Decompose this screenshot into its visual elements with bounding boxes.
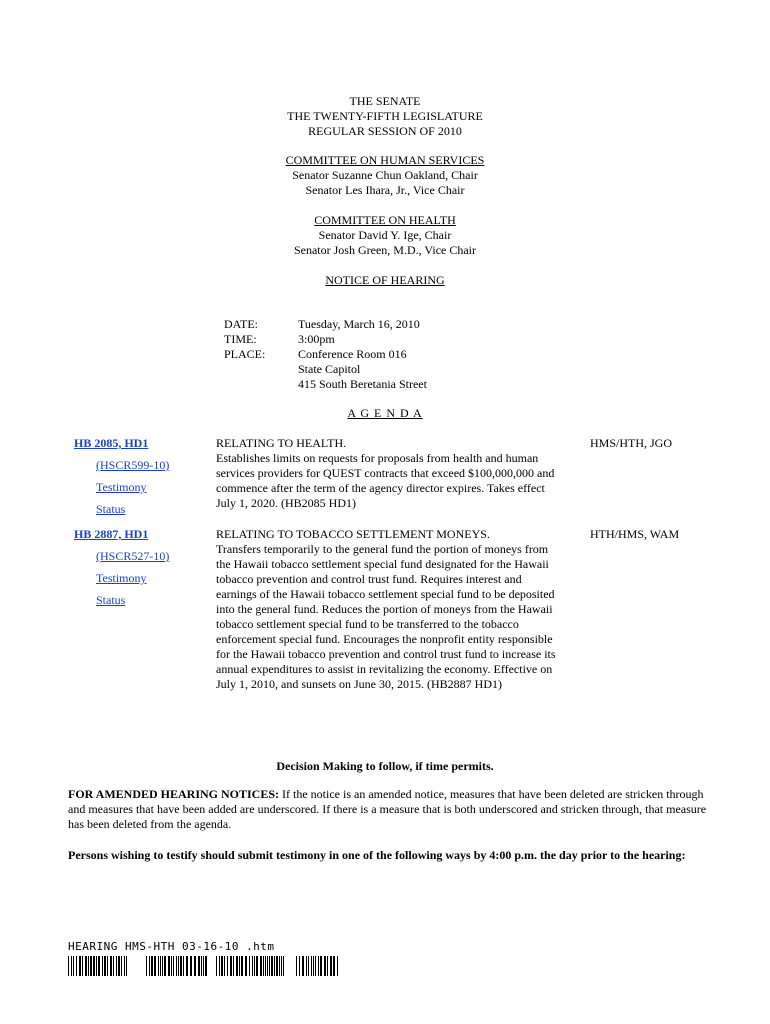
description-line: commence after the term of the agency director expires. Takes effect xyxy=(216,481,545,495)
barcode-bar xyxy=(168,956,170,976)
barcode-bar xyxy=(146,956,147,976)
barcode-bar xyxy=(90,956,92,976)
description-line: Establishes limits on requests for proposals from health and human xyxy=(216,451,539,465)
barcode-bar xyxy=(171,956,172,976)
time-label: TIME: xyxy=(224,332,257,346)
barcode-bar xyxy=(263,956,264,976)
barcode-bar xyxy=(82,956,83,976)
footer-filename: HEARING HMS-HTH 03-16-10 .htm xyxy=(68,940,275,953)
barcode-bar xyxy=(269,956,270,976)
barcode-bar xyxy=(154,956,156,976)
barcode-bar xyxy=(308,956,309,976)
barcode-bar xyxy=(203,956,204,976)
description-line: services providers for QUEST contracts that exceed $100,000,000 and xyxy=(216,466,555,480)
barcode-bar xyxy=(79,956,81,976)
barcode-bar xyxy=(118,956,120,976)
barcode-bar xyxy=(178,956,179,976)
testimony-link[interactable]: Testimony xyxy=(96,480,147,494)
barcode-bar xyxy=(186,956,188,976)
amended-notice-text: If the notice is an amended notice, measures that have been deleted are stricken through and measures that have been added are underscored. If there is a measure that is both underscored and stricken through, that measure has been deleted from the agenda. xyxy=(68,787,707,831)
description-line: the Hawaii tobacco settlement special fund designated for the Hawaii xyxy=(216,557,549,571)
barcode-bar xyxy=(194,956,196,976)
description-line: for the Hawaii tobacco prevention and control trust fund to increase its xyxy=(216,647,556,661)
bill-title: RELATING TO HEALTH. xyxy=(216,436,347,450)
barcode-bar xyxy=(85,956,87,976)
barcode-bar xyxy=(190,956,192,976)
bill-title: RELATING TO TOBACCO SETTLEMENT MONEYS. xyxy=(216,527,490,541)
bill-description xyxy=(216,527,578,692)
barcode-bar xyxy=(274,956,275,976)
barcode-bar xyxy=(230,956,232,976)
barcode-bar xyxy=(176,956,177,976)
barcode-bar xyxy=(93,956,95,976)
description-line: tobacco prevention and control trust fund. Requires interest and xyxy=(216,572,522,586)
testify-instructions: Persons wishing to testify should submit testimony in one of the following ways by 4:00 p.m. the day prior to the hearing: xyxy=(68,848,686,862)
barcode-bar xyxy=(254,956,255,976)
barcode-bar xyxy=(173,956,174,976)
hearing-details xyxy=(224,317,427,392)
referral: HTH/HMS, WAM xyxy=(590,527,680,541)
committee-health xyxy=(0,213,770,258)
barcode-bar xyxy=(113,956,114,976)
committee2-name: COMMITTEE ON HEALTH xyxy=(314,213,456,227)
description-line: earnings of the Hawaii tobacco settlement special fund to be deposited xyxy=(216,587,555,601)
barcode-bar xyxy=(276,956,278,976)
notice-of-hearing xyxy=(0,273,770,288)
barcode-bar xyxy=(219,956,220,976)
bill-links xyxy=(74,527,204,608)
date-row xyxy=(224,317,427,332)
barcode-bar xyxy=(201,956,202,976)
amended-notice-paragraph xyxy=(68,787,708,832)
amended-notice-label: FOR AMENDED HEARING NOTICES: xyxy=(68,787,280,801)
committee1-chair: Senator Suzanne Chun Oakland, Chair xyxy=(292,168,478,182)
barcode-bar xyxy=(318,956,319,976)
barcode-bar xyxy=(162,956,163,976)
notice-title: NOTICE OF HEARING xyxy=(325,273,445,287)
barcode-bar xyxy=(216,956,217,976)
senate-title: THE SENATE xyxy=(349,94,421,108)
bill-description xyxy=(216,436,578,511)
barcode-bar xyxy=(236,956,238,976)
decision-note: Decision Making to follow, if time permits. xyxy=(276,759,494,773)
time-value: 3:00pm xyxy=(298,332,335,346)
barcode-bar xyxy=(279,956,280,976)
barcode-bar xyxy=(221,956,223,976)
place-room: Conference Room 016 xyxy=(298,347,407,361)
description-line: July 1, 2010, and sunsets on June 30, 2015. (HB2887 HD1) xyxy=(216,677,502,691)
barcode-bar xyxy=(330,956,332,976)
time-row xyxy=(224,332,427,347)
barcode-bar xyxy=(198,956,200,976)
barcode-bar xyxy=(249,956,250,976)
bill-link[interactable]: HB 2085, HD1 xyxy=(74,436,149,450)
session-title: REGULAR SESSION OF 2010 xyxy=(308,124,462,138)
barcode-bar xyxy=(149,956,150,976)
barcode-bar xyxy=(104,956,106,976)
barcode-bar xyxy=(180,956,182,976)
agenda-title: A G E N D A xyxy=(347,406,423,420)
place-label: PLACE: xyxy=(224,347,266,361)
committee2-chair: Senator David Y. Ige, Chair xyxy=(318,228,452,242)
committee1-name: COMMITTEE ON HUMAN SERVICES xyxy=(285,153,485,167)
barcode-bar xyxy=(233,956,234,976)
barcode-bar xyxy=(296,956,297,976)
barcode-bar xyxy=(124,956,125,976)
barcode-bar xyxy=(151,956,153,976)
description-line: tobacco settlement special fund to be transferred to the tobacco xyxy=(216,617,519,631)
document-header xyxy=(0,94,770,139)
barcode-bar xyxy=(311,956,312,976)
legislature-title: THE TWENTY-FIFTH LEGISLATURE xyxy=(287,109,483,123)
place-building: State Capitol xyxy=(298,362,361,376)
barcode-bar xyxy=(256,956,258,976)
barcode-bar xyxy=(315,956,316,976)
date-label: DATE: xyxy=(224,317,258,331)
barcode-bar xyxy=(96,956,97,976)
place-row xyxy=(224,347,427,392)
barcode-bar xyxy=(333,956,335,976)
barcode-bar xyxy=(260,956,262,976)
barcode-bar xyxy=(224,956,225,976)
barcode-bar xyxy=(73,956,74,976)
bill-link[interactable]: HB 2887, HD1 xyxy=(74,527,149,541)
barcode-bar xyxy=(126,956,127,976)
barcode-bar xyxy=(299,956,300,976)
status-link[interactable]: Status xyxy=(96,502,126,516)
barcode-bar xyxy=(283,956,284,976)
committee-human-services xyxy=(0,153,770,198)
barcode-bar xyxy=(252,956,253,976)
barcode-bar xyxy=(107,956,108,976)
barcode-bar xyxy=(241,956,243,976)
barcode-bar xyxy=(324,956,326,976)
description-line: Transfers temporarily to the general fund the portion of moneys from xyxy=(216,542,549,556)
status-link[interactable]: Status xyxy=(96,593,126,607)
barcode-bar xyxy=(102,956,103,976)
description-line: July 1, 2020. (HB2085 HD1) xyxy=(216,496,356,510)
barcode-bar xyxy=(245,956,247,976)
testimony-link[interactable]: Testimony xyxy=(96,571,147,585)
committee-report-link[interactable]: (HSCR527-10) xyxy=(96,549,170,563)
barcode-bar xyxy=(76,956,77,976)
barcode-bar xyxy=(164,956,166,976)
barcode-bar xyxy=(160,956,161,976)
barcode-bar xyxy=(320,956,322,976)
committee1-vice-chair: Senator Les Ihara, Jr., Vice Chair xyxy=(305,183,465,197)
barcode-bar xyxy=(302,956,304,976)
barcode-bar xyxy=(68,956,69,976)
referral: HMS/HTH, JGO xyxy=(590,436,673,450)
barcode-bar xyxy=(110,956,112,976)
barcode-bar xyxy=(265,956,266,976)
bill-links xyxy=(74,436,204,517)
barcode-bar xyxy=(327,956,328,976)
place-street: 415 South Beretania Street xyxy=(298,377,427,391)
barcode-bar xyxy=(227,956,228,976)
barcode-image xyxy=(68,956,340,976)
barcode-bar xyxy=(88,956,89,976)
barcode-bar xyxy=(205,956,207,976)
barcode-bar xyxy=(183,956,184,976)
description-line: enforcement special fund. Encourages the nonprofit entity responsible xyxy=(216,632,553,646)
barcode-bar xyxy=(337,956,338,976)
place-value xyxy=(298,347,427,392)
barcode-bar xyxy=(98,956,100,976)
barcode-bar xyxy=(116,956,117,976)
committee-report-link[interactable]: (HSCR599-10) xyxy=(96,458,170,472)
barcode-bar xyxy=(71,956,72,976)
barcode-bar xyxy=(267,956,268,976)
description-line: annual expenditures to assist in revitalizing the economy. Effective on xyxy=(216,662,553,676)
committee2-vice-chair: Senator Josh Green, M.D., Vice Chair xyxy=(293,243,477,257)
date-value: Tuesday, March 16, 2010 xyxy=(298,317,420,331)
barcode-bar xyxy=(121,956,122,976)
barcode-bar xyxy=(313,956,314,976)
barcode-bar xyxy=(306,956,307,976)
barcode-bar xyxy=(239,956,240,976)
description-line: into the general fund. Reduces the portion of moneys from the Hawaii xyxy=(216,602,553,616)
barcode-bar xyxy=(158,956,159,976)
barcode-bar xyxy=(281,956,282,976)
barcode-bar xyxy=(271,956,273,976)
